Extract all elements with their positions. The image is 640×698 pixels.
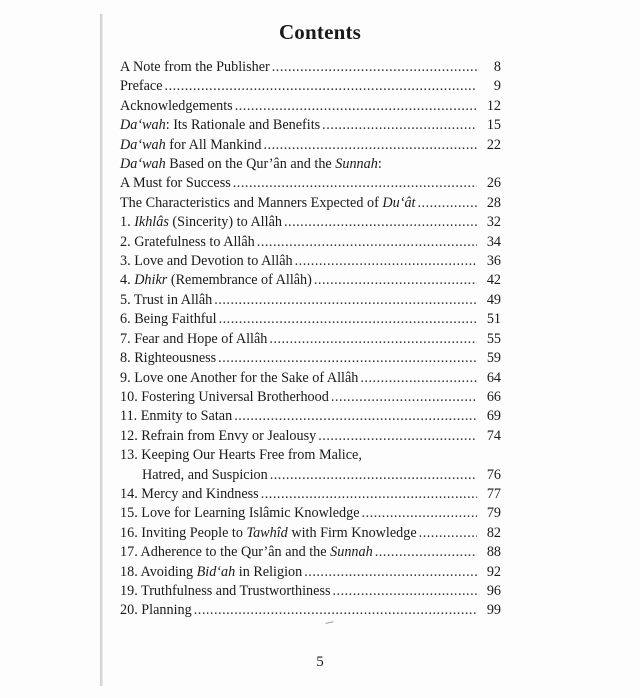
- toc-entry-text: 10. Fostering Universal Brotherhood: [120, 388, 329, 405]
- toc-page-number: 69: [486, 408, 501, 425]
- toc-leader-dots: [214, 291, 477, 310]
- toc-entry-text: :: [377, 156, 382, 173]
- pen-mark: [325, 621, 334, 629]
- toc-entry: [120, 563, 501, 582]
- page-number: 5: [316, 654, 324, 670]
- toc-entry-label: [120, 349, 216, 368]
- toc-entry: [120, 136, 501, 155]
- toc-entry-label: [120, 601, 192, 620]
- toc-entry-text: Preface: [120, 78, 163, 95]
- toc-page-number: 99: [486, 602, 501, 619]
- toc-entry-text: Sunnah: [330, 544, 373, 561]
- toc-leader-dots: [375, 543, 477, 562]
- toc-entry-text: Du‘ât: [382, 194, 416, 211]
- toc-page-number: 15: [486, 117, 501, 134]
- toc-entry: [120, 252, 501, 271]
- toc-entry-text: (Sincerity) to Allâh: [168, 214, 282, 231]
- toc-entry: [120, 543, 501, 562]
- toc-page-number: 26: [486, 175, 501, 192]
- toc-entry-text: 14. Mercy and Kindness: [120, 485, 259, 502]
- toc-entry-text: 3. Love and Devotion to Allâh: [120, 253, 293, 270]
- toc-leader-dots: [318, 427, 477, 446]
- toc-leader-dots: [314, 271, 477, 290]
- toc-entry-text: 20. Planning: [120, 602, 192, 619]
- toc-page-number: 28: [486, 194, 501, 211]
- toc-page-number: 8: [493, 59, 501, 75]
- toc-leader-dots: [295, 252, 477, 271]
- toc-entry-text: The Characteristics and Manners Expected of: [120, 194, 383, 211]
- toc-entry: [120, 213, 501, 232]
- toc-entry: [120, 524, 501, 543]
- toc-entry-label: [120, 582, 330, 601]
- toc-leader-dots: [272, 58, 477, 77]
- toc-entry-text: 15. Love for Learning Islâmic Knowledge: [120, 505, 360, 522]
- toc-entry: [120, 155, 501, 174]
- toc-entry: [120, 291, 501, 310]
- toc-entry-label: [120, 136, 261, 155]
- toc-page-number: 66: [486, 388, 501, 405]
- toc-page-number: 79: [486, 505, 501, 522]
- toc-entry-text: 9. Love one Another for the Sake of Allâh: [120, 369, 359, 386]
- toc-leader-dots: [270, 466, 477, 485]
- toc-leader-dots: [234, 407, 477, 426]
- toc-entry-text: 6. Being Faithful: [120, 311, 217, 328]
- toc-entry: [120, 58, 501, 77]
- toc-entry-text: Acknowledgements: [120, 97, 233, 114]
- toc-entry: [120, 271, 501, 290]
- toc-entry-text: 17. Adherence to the Qur’ân and the: [120, 544, 331, 561]
- toc-entry-text: 18. Avoiding: [120, 563, 197, 580]
- toc-page-number: 92: [486, 563, 501, 580]
- toc-entry-label: [120, 58, 270, 77]
- toc-entry: [120, 330, 501, 349]
- toc-entry-label: [120, 97, 233, 116]
- toc-entry: [120, 349, 501, 368]
- toc-entry-text: Da‘wah: [120, 156, 166, 173]
- toc-page-number: 55: [486, 330, 501, 347]
- toc-entry-label: [120, 271, 312, 290]
- toc-entry-label: [120, 524, 417, 543]
- toc-entry-label: [120, 388, 329, 407]
- toc-entry-text: Tawhîd: [246, 524, 288, 541]
- toc-entry-text: 16. Inviting People to: [120, 524, 247, 541]
- toc-page-number: 64: [486, 369, 501, 386]
- toc-page-number: 59: [486, 350, 501, 367]
- toc-entry-label: [120, 77, 163, 96]
- table-of-contents: [120, 58, 501, 621]
- toc-entry-label: [120, 213, 282, 232]
- toc-entry: [120, 446, 501, 465]
- toc-entry-text: 19. Truthfulness and Trustworthiness: [120, 582, 331, 599]
- toc-page-number: 76: [486, 466, 501, 483]
- toc-page-number: 88: [486, 544, 501, 561]
- toc-leader-dots: [233, 174, 477, 193]
- toc-leader-dots: [257, 233, 477, 252]
- toc-entry-text: Da‘wah: [120, 136, 166, 153]
- toc-entry-text: with Firm Knowledge: [287, 524, 417, 541]
- toc-entry-label: [120, 447, 362, 463]
- toc-entry-text: 4.: [120, 272, 135, 289]
- toc-leader-dots: [322, 116, 477, 135]
- toc-page-number: 9: [493, 78, 501, 95]
- toc-entry-label: [120, 485, 259, 504]
- toc-entry: [120, 504, 501, 523]
- toc-entry: [120, 407, 501, 426]
- toc-entry: [120, 310, 501, 329]
- page-spine-shadow: [100, 14, 103, 686]
- toc-entry-text: A Must for Success: [120, 175, 231, 192]
- toc-leader-dots: [218, 349, 477, 368]
- toc-entry-label: [120, 310, 217, 329]
- toc-leader-dots: [419, 524, 477, 543]
- toc-leader-dots: [165, 77, 477, 96]
- toc-page-number: 12: [486, 97, 501, 114]
- toc-entry-label: [120, 156, 382, 172]
- toc-leader-dots: [360, 369, 477, 388]
- toc-entry: [120, 388, 501, 407]
- toc-leader-dots: [304, 563, 477, 582]
- toc-entry-label: [120, 427, 316, 446]
- toc-entry: [120, 174, 501, 193]
- toc-entry-text: 11. Enmity to Satan: [120, 408, 233, 425]
- toc-leader-dots: [219, 310, 477, 329]
- toc-leader-dots: [332, 582, 477, 601]
- toc-entry-text: in Religion: [235, 563, 303, 580]
- toc-page-number: 42: [486, 272, 501, 289]
- toc-entry-label: [120, 369, 358, 388]
- toc-entry-label: [120, 116, 320, 135]
- toc-entry-label: [120, 543, 373, 562]
- toc-entry: [120, 582, 501, 601]
- toc-leader-dots: [331, 388, 477, 407]
- toc-entry-text: Bid‘ah: [196, 563, 236, 580]
- toc-entry-text: Based on the Qur’ân and the: [165, 156, 336, 173]
- toc-entry: [120, 601, 501, 620]
- toc-page-number: 74: [486, 427, 501, 444]
- toc-entry-label: [120, 252, 293, 271]
- toc-entry-text: 5. Trust in Allâh: [120, 291, 213, 308]
- toc-entry-text: 8. Righteousness: [120, 350, 217, 367]
- toc-entry-label: [142, 466, 268, 485]
- toc-entry-label: [120, 330, 267, 349]
- toc-entry-text: 12. Refrain from Envy or Jealousy: [120, 427, 317, 444]
- toc-entry-text: 13. Keeping Our Hearts Free from Malice,: [120, 447, 362, 464]
- toc-leader-dots: [284, 213, 477, 232]
- toc-entry-text: Hatred, and Suspicion: [142, 466, 268, 483]
- toc-entry-text: 1.: [120, 214, 135, 231]
- toc-page-number: 32: [486, 214, 501, 231]
- toc-page-number: 77: [486, 485, 501, 502]
- toc-entry: [120, 466, 501, 485]
- toc-entry-text: (Remembrance of Allâh): [167, 272, 312, 289]
- toc-entry-text: Da‘wah: [120, 117, 166, 134]
- toc-entry: [120, 369, 501, 388]
- toc-page-number: 96: [486, 582, 501, 599]
- toc-leader-dots: [362, 504, 477, 523]
- toc-entry-text: : Its Rationale and Benefits: [165, 117, 321, 134]
- toc-entry-label: [120, 194, 415, 213]
- toc-entry: [120, 427, 501, 446]
- toc-entry-label: [120, 407, 232, 426]
- toc-entry-label: [120, 563, 302, 582]
- toc-entry-label: [120, 504, 360, 523]
- toc-entry-text: 2. Gratefulness to Allâh: [120, 233, 255, 250]
- toc-page-number: 51: [486, 311, 501, 328]
- toc-entry: [120, 97, 501, 116]
- toc-leader-dots: [417, 194, 477, 213]
- toc-leader-dots: [269, 330, 477, 349]
- toc-entry: [120, 485, 501, 504]
- toc-entry-label: [120, 291, 212, 310]
- toc-entry: [120, 194, 501, 213]
- toc-entry-text: A Note from the Publisher: [120, 59, 270, 75]
- toc-entry-text: Sunnah: [335, 156, 378, 173]
- toc-page-number: 49: [486, 291, 501, 308]
- toc-entry-label: [120, 174, 231, 193]
- toc-page-number: 82: [486, 524, 501, 541]
- toc-leader-dots: [235, 97, 477, 116]
- toc-entry: [120, 77, 501, 96]
- toc-entry-text: 7. Fear and Hope of Allâh: [120, 330, 268, 347]
- toc-entry-text: Dhikr: [134, 272, 168, 289]
- toc-entry: [120, 233, 501, 252]
- toc-leader-dots: [263, 136, 477, 155]
- toc-page-number: 36: [486, 253, 501, 270]
- toc-page-number: 22: [486, 136, 501, 153]
- toc-leader-dots: [194, 601, 477, 620]
- toc-leader-dots: [261, 485, 477, 504]
- toc-entry-text: for All Mankind: [165, 136, 262, 153]
- toc-entry: [120, 116, 501, 135]
- toc-page-number: 34: [486, 233, 501, 250]
- toc-entry-label: [120, 233, 255, 252]
- page-title: Contents: [278, 20, 362, 44]
- toc-entry-text: Ikhlâs: [134, 214, 169, 231]
